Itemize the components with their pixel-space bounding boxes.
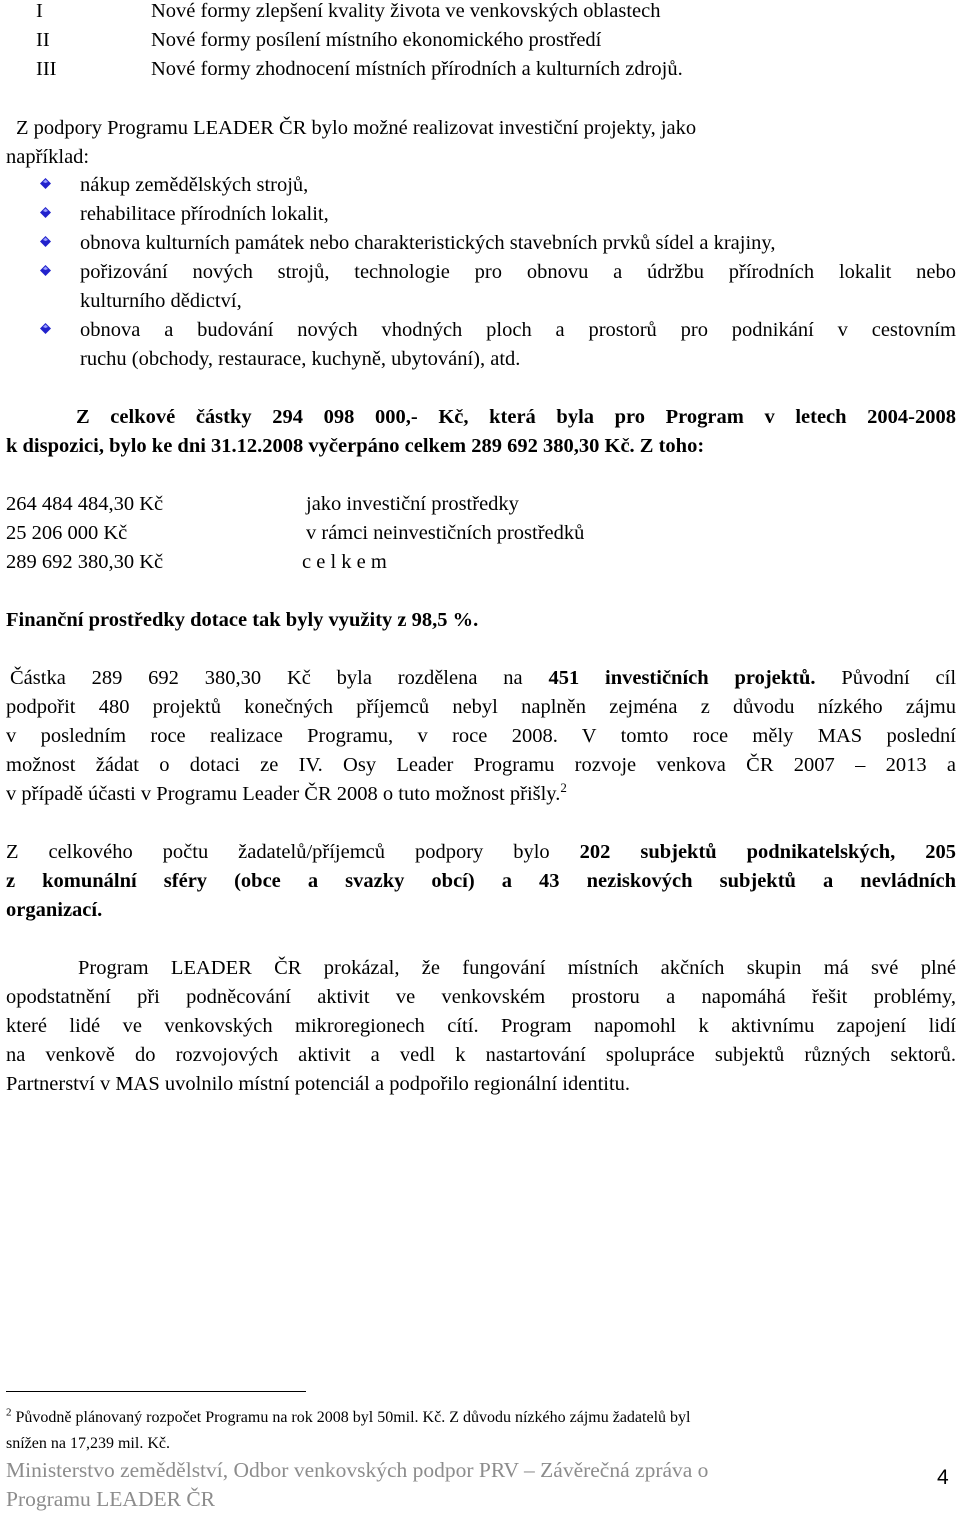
footnote-continuation: snížen na 17,239 mil. Kč. [6, 1435, 170, 1452]
intro-line: například: [6, 146, 90, 168]
page-number: 4 [937, 1466, 949, 1489]
list-item: rehabilitace přírodních lokalit, [80, 203, 329, 225]
paragraph-line: organizací. [6, 899, 103, 921]
paragraph-line: v případě účasti v Programu Leader ČR 2008 o tuto možnost přišly.$^2$ [6, 780, 567, 805]
list-item-continuation: ruchu (obchody, restaurace, kuchyně, ubytování), atd. [80, 348, 521, 370]
footnote-separator [6, 1391, 306, 1392]
footnote-reference[interactable]: 2 [560, 780, 567, 796]
breakdown-amount: 25 206 000 Kč [6, 522, 128, 544]
paragraph-line: na venkově do rozvojových aktivit a vedl k nastartování spolupráce subjektů různých sektorů. [6, 1044, 956, 1066]
breakdown-label: v rámci neinvestičních prostředků [306, 522, 585, 544]
paragraph-line: které lidé ve venkovských mikroregionech cítí. Program napomohl k aktivnímu zapojení lidí [6, 1015, 956, 1037]
paragraph-line: možnost žádat o dotaci ze IV. Osy Leader Programu rozvoje venkova ČR 2007 – 2013 a [6, 754, 956, 776]
diamond-bullet-icon [40, 178, 51, 189]
list-item: obnova a budování nových vhodných ploch a prostorů pro podnikání v cestovním [80, 319, 956, 341]
financial-usage: Finanční prostředky dotace tak byly využity z 98,5 %. [6, 609, 479, 631]
breakdown-amount: 289 692 380,30 Kč [6, 551, 164, 573]
paragraph-line: z komunální sféry (obce a svazky obcí) a 43 neziskových subjektů a nevládních [6, 870, 956, 892]
diamond-bullet-icon [40, 265, 51, 276]
list-item: obnova kulturních památek nebo charakteristických stavebních prvků sídel a krajiny, [80, 232, 776, 254]
roman-item-text: Nové formy zhodnocení místních přírodních a kulturních zdrojů. [151, 58, 683, 80]
total-statement: k dispozici, bylo ke dni 31.12.2008 vyčerpáno celkem 289 692 380,30 Kč. Z toho: [6, 435, 705, 457]
paragraph-line: podpořit 480 projektů konečných příjemců nebyl naplněn zejména z důvodu nízkého zájmu [6, 696, 956, 718]
roman-item-text: Nové formy zlepšení kvality života ve venkovských oblastech [151, 0, 661, 22]
diamond-bullet-icon [40, 236, 51, 247]
list-item-continuation: kulturního dědictví, [80, 290, 242, 312]
roman-item-text: Nové formy posílení místního ekonomického prostředí [151, 29, 602, 51]
paragraph-line: Partnerství v MAS uvolnilo místní potenciál a podpořilo regionální identitu. [6, 1073, 631, 1095]
roman-numeral: II [36, 29, 50, 51]
footnote-number: 2 [6, 1406, 12, 1419]
paragraph-line: Z celkového počtu žadatelů/příjemců podpory bylo 202 subjektů podnikatelských, 205 [6, 841, 956, 863]
breakdown-label: c e l k e m [302, 551, 387, 573]
list-item: nákup zemědělských strojů, [80, 174, 309, 196]
list-item: pořizování nových strojů, technologie pro obnovu a údržbu přírodních lokalit nebo [80, 261, 956, 283]
paragraph-line: Částka 289 692 380,30 Kč byla rozdělena na 451 investičních projektů. Původní cíl [10, 667, 957, 689]
paragraph-line: v posledním roce realizace Programu, v roce 2008. V tomto roce měly MAS poslední [6, 725, 956, 747]
breakdown-label: jako investiční prostředky [306, 493, 519, 515]
footnote: $^2$ Původně plánovaný rozpočet Programu na rok 2008 byl 50mil. Kč. Z důvodu nízkého zájmu žadatelů byl [6, 1406, 691, 1426]
intro-line: Z podpory Programu LEADER ČR bylo možné realizovat investiční projekty, jako [16, 117, 697, 139]
paragraph-line: opodstatnění při podněcování aktivit ve venkovském prostoru a napomáhá řešit problémy, [6, 986, 956, 1008]
footer-text: Ministerstvo zemědělství, Odbor venkovských podpor PRV – Závěrečná zpráva o [6, 1458, 709, 1482]
diamond-bullet-icon [40, 207, 51, 218]
paragraph-line: Program LEADER ČR prokázal, že fungování místních akčních skupin má své plné [78, 957, 956, 979]
diamond-bullet-icon [40, 323, 51, 334]
roman-numeral: I [36, 0, 43, 22]
roman-numeral: III [36, 58, 57, 80]
breakdown-amount: 264 484 484,30 Kč [6, 493, 164, 515]
total-statement: Z celkové částky 294 098 000,- Kč, která byla pro Program v letech 2004-2008 [76, 406, 956, 428]
footer-text: Programu LEADER ČR [6, 1487, 216, 1511]
